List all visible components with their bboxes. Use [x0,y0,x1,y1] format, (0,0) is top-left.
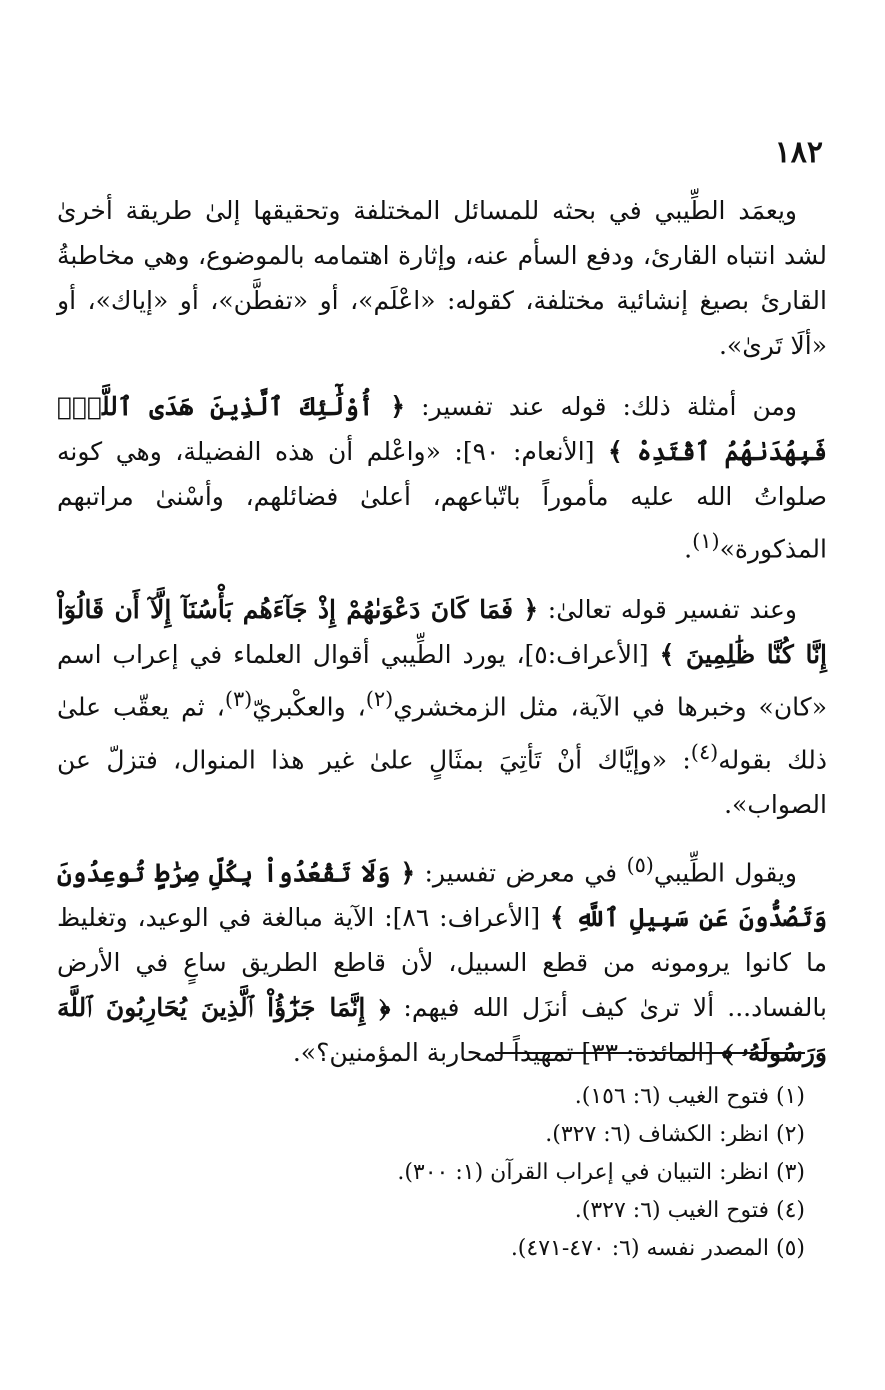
footnote-1: (١) فتوح الغيب (٦: ١٥٦). [574,1084,805,1109]
footnote-ref-1: (١) [692,529,720,553]
paragraph-2-text: [الأنعام: ٩٠]: «واعْلم أن هذه الفضيلة، وهي كونه صلواتُ الله عليه مأموراً باتّباعهم، أعلىٰ فضائلهم، وأسْنىٰ مراتبهم المذكورة» [57,437,827,564]
quran-verse-araf-5: ﴿ فَمَا كَانَ دَعْوَىٰهُمْ إِذْ جَآءَهُم بَأْسُنَآ إِلَّآ أَن قَالُوٓاْ إِنَّا كُنَّا ظَٰلِمِينَ ﴾ [57,595,827,670]
paragraph-3-text-b: ، والعكْبريّ [252,692,366,722]
quran-verse-maidah-33: ﴿ إِنَّمَا جَزَٰٓؤُاْ ٱلَّذِينَ يُحَارِبُونَ ٱللَّهَ وَرَسُولَهُۥ ﴾ [57,993,827,1068]
footnote-ref-4: (٤) [690,739,719,764]
footnote-4: (٤) فتوح الغيب (٦: ٣٢٧). [574,1198,805,1223]
paragraph-3 [57,587,827,827]
paragraph-4-text-b: [الأعراف: ٨٦]: الآية مبالغة في الوعيد، وتغليظ ما كانوا يرومونه من قطع السبيل، لأن قاطع الطريق ساعٍ في الأرض بالفساد... ألا ترىٰ كيف أنزَل الله فيهم: [57,903,828,1023]
footnote-divider [495,1052,805,1054]
quran-verse-anam-90: ﴿ أُوْلَٰٓئِكَ ٱلَّذِينَ هَدَى ٱللَّهُۖ فَبِهُدَىٰهُمُ ٱقْتَدِهْ ﴾ [57,392,827,466]
footnote-ref-2: (٢) [365,687,394,712]
paragraph-2-end: . [684,534,693,564]
footnotes [105,1078,805,1268]
footnote-ref-3: (٣) [224,687,253,712]
paragraph-1: ويعمَد الطِّيبي في بحثه للمسائل المختلفة وتحقيقها إلىٰ طريقة أخرىٰ لشد انتباه القارئ، ودفع السأم عنه، وإثارة اهتمامه بالموضوع، وهي مخاطبةُ القارئ بصيغ إنشائية مختلفة، كقوله: «اعْلَم»، أو «تفطَّن»، أو «إياك»، أو «ألَا تَرىٰ». [57,196,827,360]
paragraph-3-text-a: [الأعراف:٥]، يورد الطِّيبي أقوال العلماء في إعراب اسم «كان» وخبرها في الآية، مثل الزمخشري [57,640,827,722]
paragraph-3-text-d: : «وإيَّاك أنْ تَأتِيَ بمثَالٍ علىٰ غير هذا المنوال، فتزلّ عن الصواب». [57,744,827,819]
main-text [57,188,827,1075]
footnote-3: (٣) انظر: التبيان في إعراب القرآن (١: ٣٠٠). [397,1160,805,1185]
paragraph-3-intro: وعند تفسير قوله تعالىٰ: [538,595,797,625]
paragraph-2 [57,384,827,571]
paragraph-4-text-a: في معرض تفسير: [415,858,627,888]
page-number: ١٨٢ [774,135,823,170]
paragraph-4-text-c: [المائدة: ٣٣] تمهيداً لمحاربة المؤمنين؟». [292,1038,722,1068]
footnote-5: (٥) المصدر نفسه (٦: ٤٧٠-٤٧١). [510,1236,805,1261]
footnote-2: (٢) انظر: الكشاف (٦: ٣٢٧). [545,1122,805,1147]
footnote-ref-5: (٥) [626,852,654,877]
quran-verse-araf-86: ﴿ وَلَا تَقْعُدُواْ بِكُلِّ صِرَٰطٍ تُوعِدُونَ وَتَصُدُّونَ عَن سَبِيلِ ٱللَّهِ ﴾ [57,858,827,933]
paragraph-3-text-c: ، ثم يعقّب علىٰ ذلك بقوله [57,692,827,774]
paragraph-4 [57,843,827,1075]
paragraph-2-intro: ومن أمثلة ذلك: قوله عند تفسير: [405,392,797,421]
paragraph-4-intro: ويقول الطِّيبي [653,858,798,888]
